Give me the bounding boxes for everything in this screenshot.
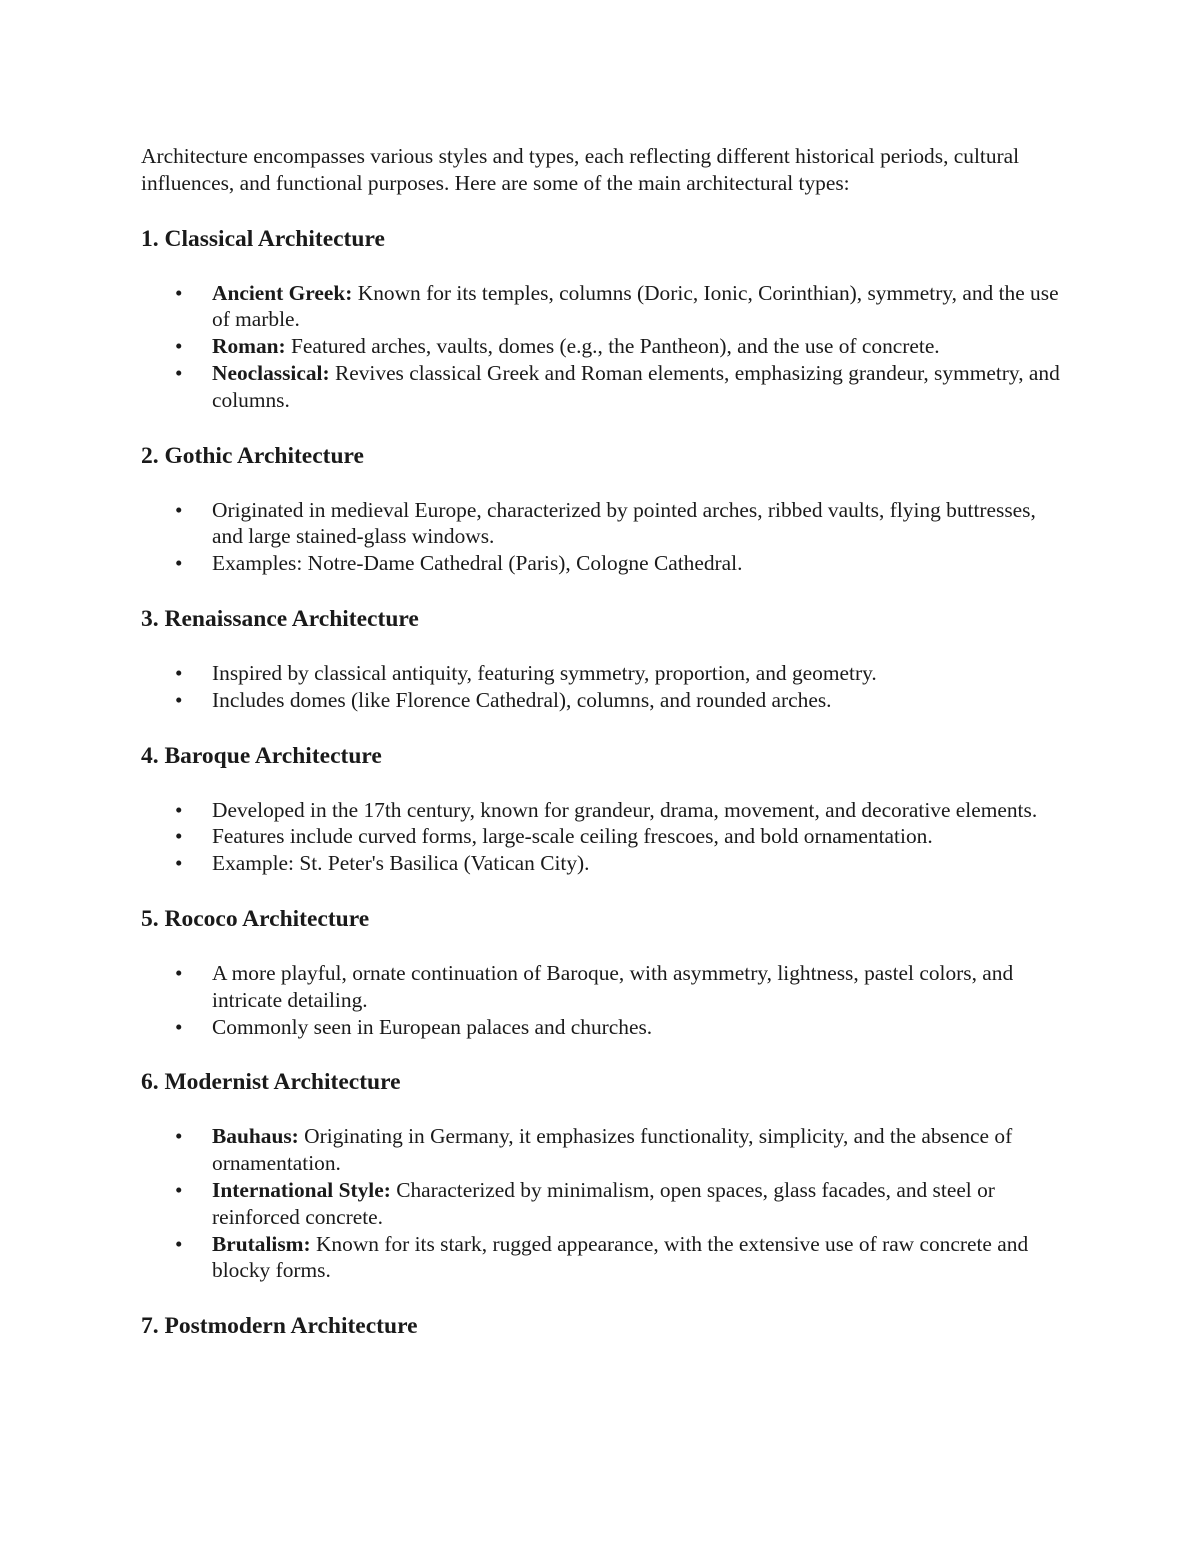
bullet-icon: •	[175, 797, 183, 822]
list-item	[141, 1123, 1060, 1177]
list-item	[141, 333, 1060, 360]
item-description: Includes domes (like Florence Cathedral), columns, and rounded arches.	[212, 687, 832, 712]
bullet-icon: •	[175, 1124, 183, 1149]
item-description: Features include curved forms, large-scale ceiling frescoes, and bold ornamentation.	[212, 824, 933, 849]
bullet-list	[141, 797, 1060, 877]
item-term: Bauhaus:	[212, 1124, 299, 1149]
section-heading: 5. Rococo Architecture	[141, 905, 370, 932]
item-description: Revives classical Greek and Roman elements, emphasizing grandeur, symmetry, and columns.	[212, 360, 1060, 412]
intro-paragraph: Architecture encompasses various styles and types, each reflecting different historical periods, cultural influences, and functional purposes. Here are some of the main architectural types:	[141, 144, 1020, 195]
item-description: Examples: Notre-Dame Cathedral (Paris), Cologne Cathedral.	[212, 551, 743, 576]
list-item	[141, 280, 1060, 334]
bullet-list	[141, 1123, 1060, 1284]
item-description: Inspired by classical antiquity, featuring symmetry, proportion, and geometry.	[212, 660, 877, 685]
bullet-list	[141, 497, 1060, 577]
bullet-list	[141, 660, 1060, 714]
bullet-icon: •	[175, 660, 183, 685]
bullet-icon: •	[175, 334, 183, 359]
item-description: A more playful, ornate continuation of Baroque, with asymmetry, lightness, pastel colors, and intricate detailing.	[212, 960, 1014, 1012]
section-heading: 2. Gothic Architecture	[141, 442, 364, 469]
bullet-icon: •	[175, 851, 183, 876]
bullet-icon: •	[175, 497, 183, 522]
item-description: Featured arches, vaults, domes (e.g., the Pantheon), and the use of concrete.	[285, 334, 940, 359]
item-description: Characterized by minimalism, open spaces, glass facades, and steel or reinforced concrete.	[212, 1177, 995, 1229]
item-description: Developed in the 17th century, known for grandeur, drama, movement, and decorative elements.	[212, 797, 1038, 822]
bullet-list	[141, 960, 1060, 1040]
item-description: Known for its temples, columns (Doric, Ionic, Corinthian), symmetry, and the use of marble.	[212, 280, 1059, 332]
list-item	[141, 1177, 1060, 1231]
list-item	[141, 1014, 1060, 1041]
bullet-icon: •	[175, 824, 183, 849]
item-description: Known for its stark, rugged appearance, with the extensive use of raw concrete and blocky forms.	[212, 1231, 1029, 1283]
item-description: Originating in Germany, it emphasizes functionality, simplicity, and the absence of ornamentation.	[212, 1124, 1013, 1176]
section-heading: 4. Baroque Architecture	[141, 742, 382, 769]
list-item	[141, 660, 1060, 687]
item-term: Neoclassical:	[212, 360, 330, 385]
item-term: Roman:	[212, 334, 286, 359]
section-heading: 1. Classical Architecture	[141, 225, 385, 252]
bullet-icon: •	[175, 687, 183, 712]
bullet-icon: •	[175, 280, 183, 305]
section-heading: 6. Modernist Architecture	[141, 1069, 401, 1096]
bullet-icon: •	[175, 960, 183, 985]
list-item	[141, 360, 1060, 414]
section-heading: 7. Postmodern Architecture	[141, 1313, 418, 1340]
list-item	[141, 850, 1060, 877]
list-item	[141, 797, 1060, 824]
list-item	[141, 823, 1060, 850]
item-term: International Style:	[212, 1177, 391, 1202]
list-item	[141, 1231, 1060, 1285]
list-item	[141, 497, 1060, 551]
list-item	[141, 960, 1060, 1014]
section-heading: 3. Renaissance Architecture	[141, 605, 419, 632]
list-item	[141, 550, 1060, 577]
bullet-icon: •	[175, 551, 183, 576]
sections-container	[141, 224, 1060, 1342]
bullet-icon: •	[175, 1014, 183, 1039]
item-description: Commonly seen in European palaces and churches.	[212, 1014, 653, 1039]
item-term: Ancient Greek:	[212, 280, 353, 305]
item-description: Originated in medieval Europe, characterized by pointed arches, ribbed vaults, flying buttresses, and large stained-glass windows.	[212, 497, 1036, 549]
bullet-icon: •	[175, 1231, 183, 1256]
item-term: Brutalism:	[212, 1231, 311, 1256]
bullet-list	[141, 280, 1060, 414]
bullet-icon: •	[175, 360, 183, 385]
item-description: Example: St. Peter's Basilica (Vatican City).	[212, 851, 590, 876]
list-item	[141, 687, 1060, 714]
bullet-icon: •	[175, 1177, 183, 1202]
